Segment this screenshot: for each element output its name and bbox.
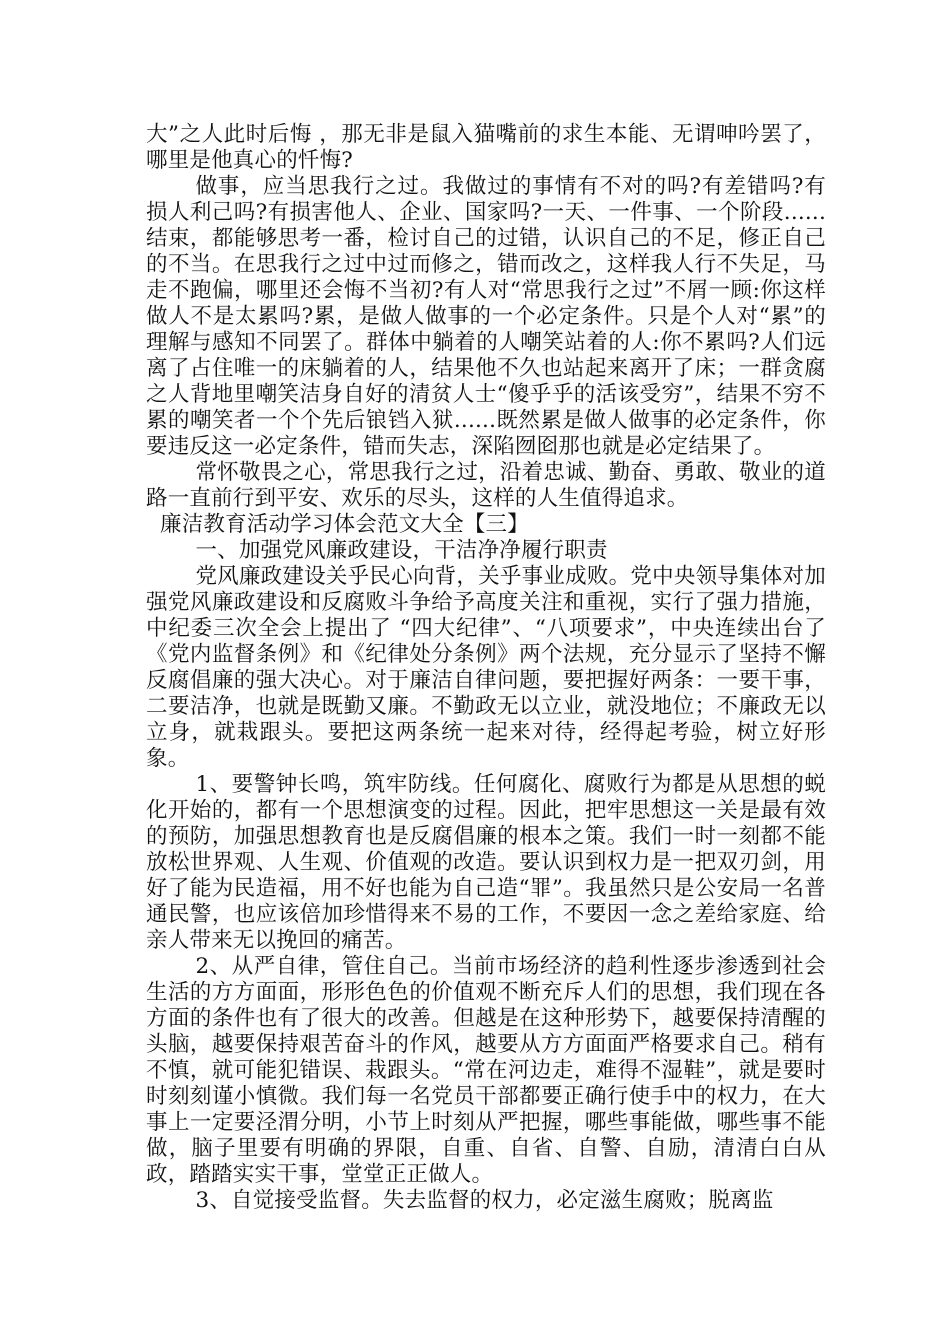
paragraph-point-1: 1、要警钟长鸣，筑牢防线。任何腐化、腐败行为都是从思想的蜕化开始的，都有一个思想演变的过程。因此，把牢思想这一关是最有效的预防，加强思想教育也是反腐倡廉的根本之策。我们一时一刻都不能放松世界观、人生观、价值观的改造。要认识到权力是一把双刃剑，用好了能为民造福，用不好也能为自己造“罪”。我虽然只是公安局一名普通民警，也应该倍加珍惜得来不易的工作，不要因一念之差给家庭、给亲人带来无以挽回的痛苦。 <box>146 772 826 953</box>
paragraph-continuation: 大”之人此时后悔 ，那无非是鼠入猫嘴前的求生本能、无谓呻吟罢了，哪里是他真心的忏悔? <box>146 122 826 173</box>
paragraph-point-3: 3、自觉接受监督。失去监督的权力，必定滋生腐败；脱离监 <box>195 1188 774 1213</box>
paragraph-conclusion: 常怀敬畏之心，常思我行之过，沿着忠诚、勤奋、勇敢、敬业的道路一直前行到平安、欢乐的尽头，这样的人生值得追求。 <box>146 460 826 511</box>
subheading-party-conduct: 一、加强党风廉政建设，干洁净净履行职责 <box>195 538 608 563</box>
paragraph-party-conduct: 党风廉政建设关乎民心向背，关乎事业成败。党中央领导集体对加强党风廉政建设和反腐败斗争给予高度关注和重视，实行了强力措施，中纪委三次全会上提出了 “四大纪律”、“八项要求”，中央连续出台了《党内监督条例》和《纪律处分条例》两个法规，充分显示了坚持不懈反腐倡廉的强大决心。对于廉洁自律问题，要把握好两条：一要干事，二要洁净，也就是既勤又廉。不勤政无以立业，就没地位；不廉政无以立身，就栽跟头。要把这两条统一起来对待，经得起考验，树立好形象。 <box>146 564 826 771</box>
paragraph-reflect-on-faults: 做事，应当思我行之过。我做过的事情有不对的吗?有差错吗?有损人利己吗?有损害他人、企业、国家吗?一天、一件事、一个阶段......结束，都能够思考一番，检讨自己的过错，认识自己的不足，修正自己的不当。在思我行之过中过而修之，错而改之，这样我人行不失足，马走不跑偏，哪里还会悔不当初?有人对“常思我行之过”不屑一顾:你这样做人不是太累吗?累，是做人做事的一个必定条件。只是个人对“累”的理解与感知不同罢了。群体中躺着的人嘲笑站着的人:你不累吗?人们远离了占住唯一的床躺着的人，结果他不久也站起来离开了床；一群贪腐之人背地里嘲笑洁身自好的清贫人士“傻乎乎的活该受穷”，结果不穷不累的嘲笑者一个个先后锒铛入狱......既然累是做人做事的必定条件，你要违反这一必定条件，错而失志，深陷囫囵那也就是必定结果了。 <box>146 174 826 459</box>
document-body <box>146 122 826 1214</box>
section-title: 廉洁教育活动学习体会范文大全【三】 <box>160 512 529 537</box>
paragraph-point-2: 2、从严自律，管住自己。当前市场经济的趋利性逐步渗透到社会生活的方方面面，形形色色的价值观不断充斥人们的思想，我们现在各方面的条件也有了很大的改善。但越是在这种形势下，越要保持清醒的头脑，越要保持艰苦奋斗的作风，越要从方方面面严格要求自己。稍有不慎，就可能犯错误、栽跟头。“常在河边走，难得不湿鞋”，就是要时时刻刻谨小慎微。我们每一名党员干部都要正确行使手中的权力，在大事上一定要泾渭分明，小节上时刻从严把握，哪些事能做，哪些事不能做，脑子里要有明确的界限，自重、自省、自警、自励，清清白白从政，踏踏实实干事，堂堂正正做人。 <box>146 954 826 1187</box>
